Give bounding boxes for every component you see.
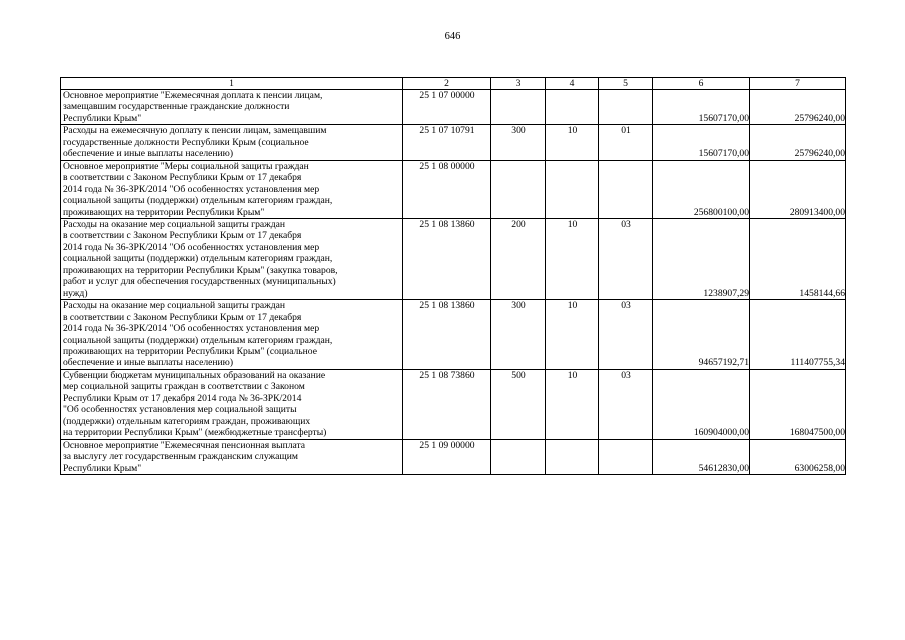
row-subsection-cell: 03 — [599, 369, 653, 439]
budget-table — [60, 77, 846, 475]
table-row — [61, 439, 846, 474]
table-header-row — [61, 78, 846, 90]
row-name-cell: Расходы на оказание мер социальной защиты граждан в соответствии с Законом Республики Крым от 17 декабря 2014 года № 36-ЗРК/2014 "Об особенностях установления мер социальной защиты (поддержки) отдельным категориям граждан, проживающих на территории Республики Крым" (закупка товаров, работ и услуг для обеспечения государственных (муниципальных) нужд) — [61, 218, 403, 299]
header-cell-sum2: 7 — [750, 78, 846, 90]
row-code-cell: 25 1 08 13860 — [403, 300, 491, 370]
row-section-cell: 10 — [546, 300, 599, 370]
row-sum-year1-cell: 54612830,00 — [653, 439, 750, 474]
row-name-cell: Основное мероприятие "Ежемесячная пенсионная выплата за выслугу лет государственным гражданским служащим Республики Крым" — [61, 439, 403, 474]
row-sum-year2-cell: 25796240,00 — [750, 90, 846, 125]
table-row — [61, 125, 846, 160]
row-expense-type-cell: 500 — [491, 369, 546, 439]
page-number: 646 — [444, 31, 461, 42]
row-name-cell: Основное мероприятие "Меры социальной защиты граждан в соответствии с Законом Республики Крым от 17 декабря 2014 года № 36-ЗРК/2014 "Об особенностях установления мер социальной защиты (поддержки) отдельным категориям граждан, проживающих на территории Республики Крым" — [61, 160, 403, 218]
table-row — [61, 369, 846, 439]
row-subsection-cell — [599, 439, 653, 474]
row-code-cell: 25 1 08 13860 — [403, 218, 491, 299]
header-cell-sum1: 6 — [653, 78, 750, 90]
row-name-cell: Расходы на оказание мер социальной защиты граждан в соответствии с Законом Республики Крым от 17 декабря 2014 года № 36-ЗРК/2014 "Об особенностях установления мер социальной защиты (поддержки) отдельным категориям граждан, проживающих на территории Республики Крым" (социальное обеспечение и иные выплаты населению) — [61, 300, 403, 370]
row-name-cell: Субвенции бюджетам муниципальных образований на оказание мер социальной защиты граждан в соответствии с Законом Республики Крым от 17 декабря 2014 года № 36-ЗРК/2014 "Об особенностях установления мер социальной защиты (поддержки) отдельным категориям граждан, проживающих на территории Республики Крым" (межбюджетные трансферты) — [61, 369, 403, 439]
row-section-cell — [546, 439, 599, 474]
row-sum-year2-cell: 63006258,00 — [750, 439, 846, 474]
row-sum-year1-cell: 15607170,00 — [653, 125, 750, 160]
row-name-cell: Расходы на ежемесячную доплату к пенсии лицам, замещавшим государственные должности Республики Крым (социальное обеспечение и иные выплаты населению) — [61, 125, 403, 160]
row-expense-type-cell: 300 — [491, 300, 546, 370]
row-name-cell: Основное мероприятие "Ежемесячная доплата к пенсии лицам, замещавшим государственные гражданские должности Республики Крым" — [61, 90, 403, 125]
row-sum-year1-cell: 15607170,00 — [653, 90, 750, 125]
row-expense-type-cell — [491, 439, 546, 474]
table-row — [61, 218, 846, 299]
row-sum-year2-cell: 111407755,34 — [750, 300, 846, 370]
row-sum-year1-cell: 94657192,71 — [653, 300, 750, 370]
row-subsection-cell — [599, 90, 653, 125]
header-cell-name: 1 — [61, 78, 403, 90]
row-code-cell: 25 1 08 00000 — [403, 160, 491, 218]
row-sum-year1-cell: 1238907,29 — [653, 218, 750, 299]
row-expense-type-cell — [491, 160, 546, 218]
row-sum-year1-cell: 256800100,00 — [653, 160, 750, 218]
header-cell-rz: 4 — [546, 78, 599, 90]
row-section-cell: 10 — [546, 218, 599, 299]
row-sum-year2-cell: 25796240,00 — [750, 125, 846, 160]
header-cell-code: 2 — [403, 78, 491, 90]
row-expense-type-cell — [491, 90, 546, 125]
header-cell-prz: 5 — [599, 78, 653, 90]
row-subsection-cell: 03 — [599, 218, 653, 299]
row-section-cell: 10 — [546, 369, 599, 439]
row-code-cell: 25 1 07 00000 — [403, 90, 491, 125]
row-sum-year2-cell: 280913400,00 — [750, 160, 846, 218]
row-sum-year1-cell: 160904000,00 — [653, 369, 750, 439]
row-subsection-cell: 01 — [599, 125, 653, 160]
row-subsection-cell — [599, 160, 653, 218]
row-section-cell — [546, 160, 599, 218]
header-cell-vid: 3 — [491, 78, 546, 90]
row-sum-year2-cell: 1458144,66 — [750, 218, 846, 299]
table-row — [61, 160, 846, 218]
row-code-cell: 25 1 08 73860 — [403, 369, 491, 439]
row-code-cell: 25 1 09 00000 — [403, 439, 491, 474]
row-subsection-cell: 03 — [599, 300, 653, 370]
row-section-cell — [546, 90, 599, 125]
table-row — [61, 300, 846, 370]
row-code-cell: 25 1 07 10791 — [403, 125, 491, 160]
row-section-cell: 10 — [546, 125, 599, 160]
row-sum-year2-cell: 168047500,00 — [750, 369, 846, 439]
row-expense-type-cell: 300 — [491, 125, 546, 160]
row-expense-type-cell: 200 — [491, 218, 546, 299]
table-row — [61, 90, 846, 125]
